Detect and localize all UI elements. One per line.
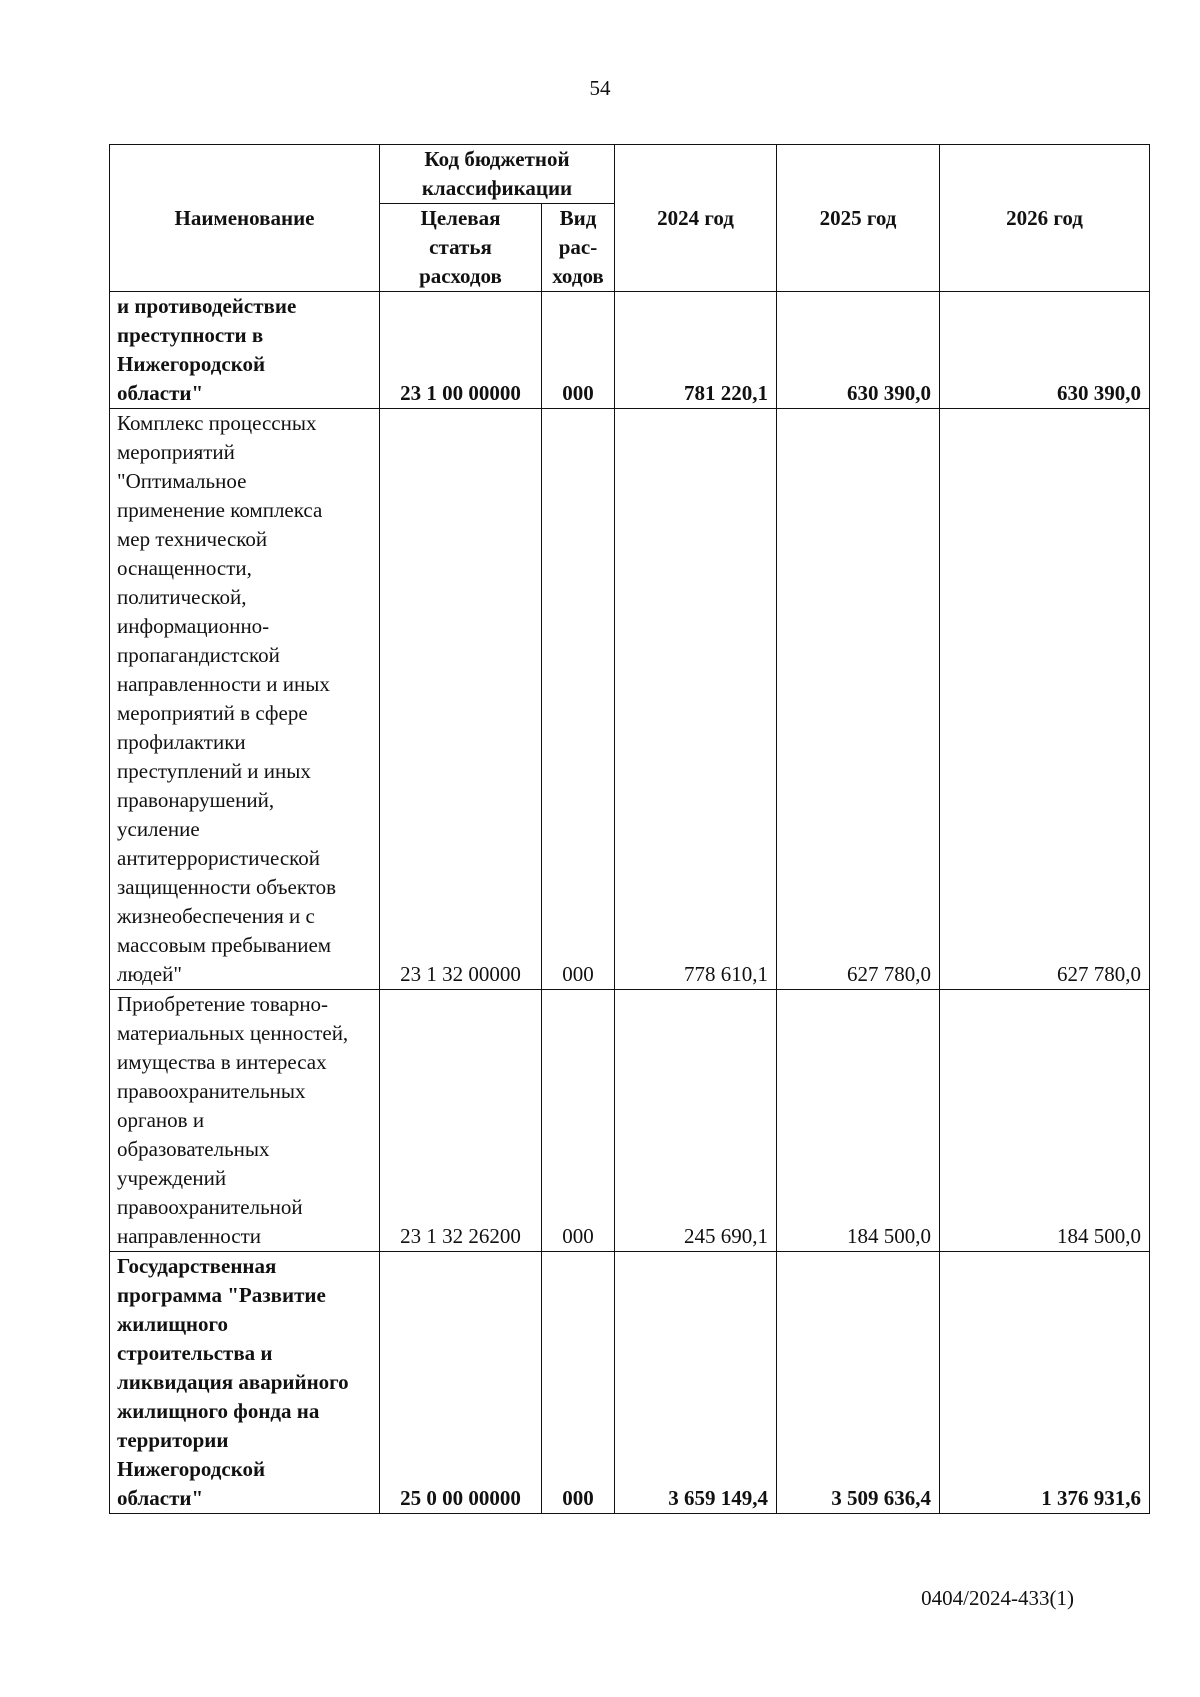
row-name-line: усиление [117, 817, 200, 841]
row-name-line: направленности и иных [117, 672, 330, 696]
row-name-line: правоохранительной [117, 1195, 303, 1219]
row-name-line: области" [117, 1486, 204, 1510]
row-name [110, 1252, 380, 1514]
header-code-group: Код бюджетной классификации [380, 145, 615, 204]
row-name-line: мероприятий [117, 440, 235, 464]
table-row [110, 409, 1150, 990]
row-expense-type: 000 [542, 292, 615, 409]
row-name-line: образовательных [117, 1137, 270, 1161]
row-name-line: антитеррористической [117, 846, 321, 870]
table-body [110, 292, 1150, 1514]
row-name [110, 292, 380, 409]
row-target-article: 25 0 00 00000 [380, 1252, 542, 1514]
document-code: 0404/2024-433(1) [921, 1586, 1074, 1610]
table-row [110, 1252, 1150, 1514]
row-name-line: имущества в интересах [117, 1050, 327, 1074]
budget-table [109, 144, 1150, 1514]
row-amount-2025: 184 500,0 [777, 990, 940, 1252]
row-name-line: Государственная [117, 1254, 277, 1278]
row-name-line: области" [117, 381, 204, 405]
row-amount-2025: 627 780,0 [777, 409, 940, 990]
header-target-article: Целевая статья расходов [380, 204, 542, 292]
header-2024: 2024 год [615, 145, 777, 292]
row-name-line: защищенности объектов [117, 875, 337, 899]
header-2026: 2026 год [940, 145, 1150, 292]
row-name-line: мероприятий в сфере [117, 701, 308, 725]
row-name-line: органов и [117, 1108, 205, 1132]
row-amount-2026: 627 780,0 [940, 409, 1150, 990]
row-name-line: жилищного фонда на [117, 1399, 320, 1423]
table-row [110, 292, 1150, 409]
row-name-line: Приобретение товарно- [117, 992, 329, 1016]
row-name-line: ликвидация аварийного [117, 1370, 349, 1394]
row-amount-2024: 3 659 149,4 [615, 1252, 777, 1514]
row-name-line: жизнеобеспечения и с [117, 904, 315, 928]
row-target-article: 23 1 00 00000 [380, 292, 542, 409]
row-name-line: людей" [117, 962, 182, 986]
header-expense-type: Вид рас- ходов [542, 204, 615, 292]
page-number: 54 [589, 76, 611, 100]
row-target-article: 23 1 32 26200 [380, 990, 542, 1252]
row-amount-2026: 184 500,0 [940, 990, 1150, 1252]
row-amount-2024: 245 690,1 [615, 990, 777, 1252]
row-name-line: Нижегородской [117, 1457, 266, 1481]
row-name [110, 990, 380, 1252]
row-name-line: материальных ценностей, [117, 1021, 349, 1045]
row-name-line: массовым пребыванием [117, 933, 332, 957]
header-name: Наименование [110, 145, 380, 292]
header-2025: 2025 год [777, 145, 940, 292]
row-name [110, 409, 380, 990]
row-amount-2024: 781 220,1 [615, 292, 777, 409]
row-name-line: профилактики [117, 730, 246, 754]
row-expense-type: 000 [542, 409, 615, 990]
row-name-line: преступности в [117, 323, 264, 347]
row-name-line: оснащенности, [117, 556, 252, 580]
row-amount-2024: 778 610,1 [615, 409, 777, 990]
row-name-line: и противодействие [117, 294, 297, 318]
row-name-line: применение комплекса [117, 498, 323, 522]
row-name-line: преступлений и иных [117, 759, 311, 783]
row-expense-type: 000 [542, 990, 615, 1252]
row-name-line: мер технической [117, 527, 268, 551]
row-target-article: 23 1 32 00000 [380, 409, 542, 990]
row-amount-2026: 1 376 931,6 [940, 1252, 1150, 1514]
row-name-line: Комплекс процессных [117, 411, 317, 435]
row-amount-2025: 3 509 636,4 [777, 1252, 940, 1514]
row-name-line: информационно- [117, 614, 270, 638]
row-name-line: Нижегородской [117, 352, 266, 376]
row-name-line: строительства и [117, 1341, 273, 1365]
row-name-line: правоохранительных [117, 1079, 306, 1103]
row-name-line: правонарушений, [117, 788, 275, 812]
row-expense-type: 000 [542, 1252, 615, 1514]
row-name-line: учреждений [117, 1166, 227, 1190]
row-name-line: направленности [117, 1224, 262, 1248]
row-amount-2025: 630 390,0 [777, 292, 940, 409]
row-name-line: жилищного [117, 1312, 229, 1336]
row-name-line: пропагандистской [117, 643, 280, 667]
row-amount-2026: 630 390,0 [940, 292, 1150, 409]
row-name-line: территории [117, 1428, 229, 1452]
row-name-line: программа "Развитие [117, 1283, 326, 1307]
row-name-line: "Оптимальное [117, 469, 247, 493]
table-row [110, 990, 1150, 1252]
row-name-line: политической, [117, 585, 247, 609]
